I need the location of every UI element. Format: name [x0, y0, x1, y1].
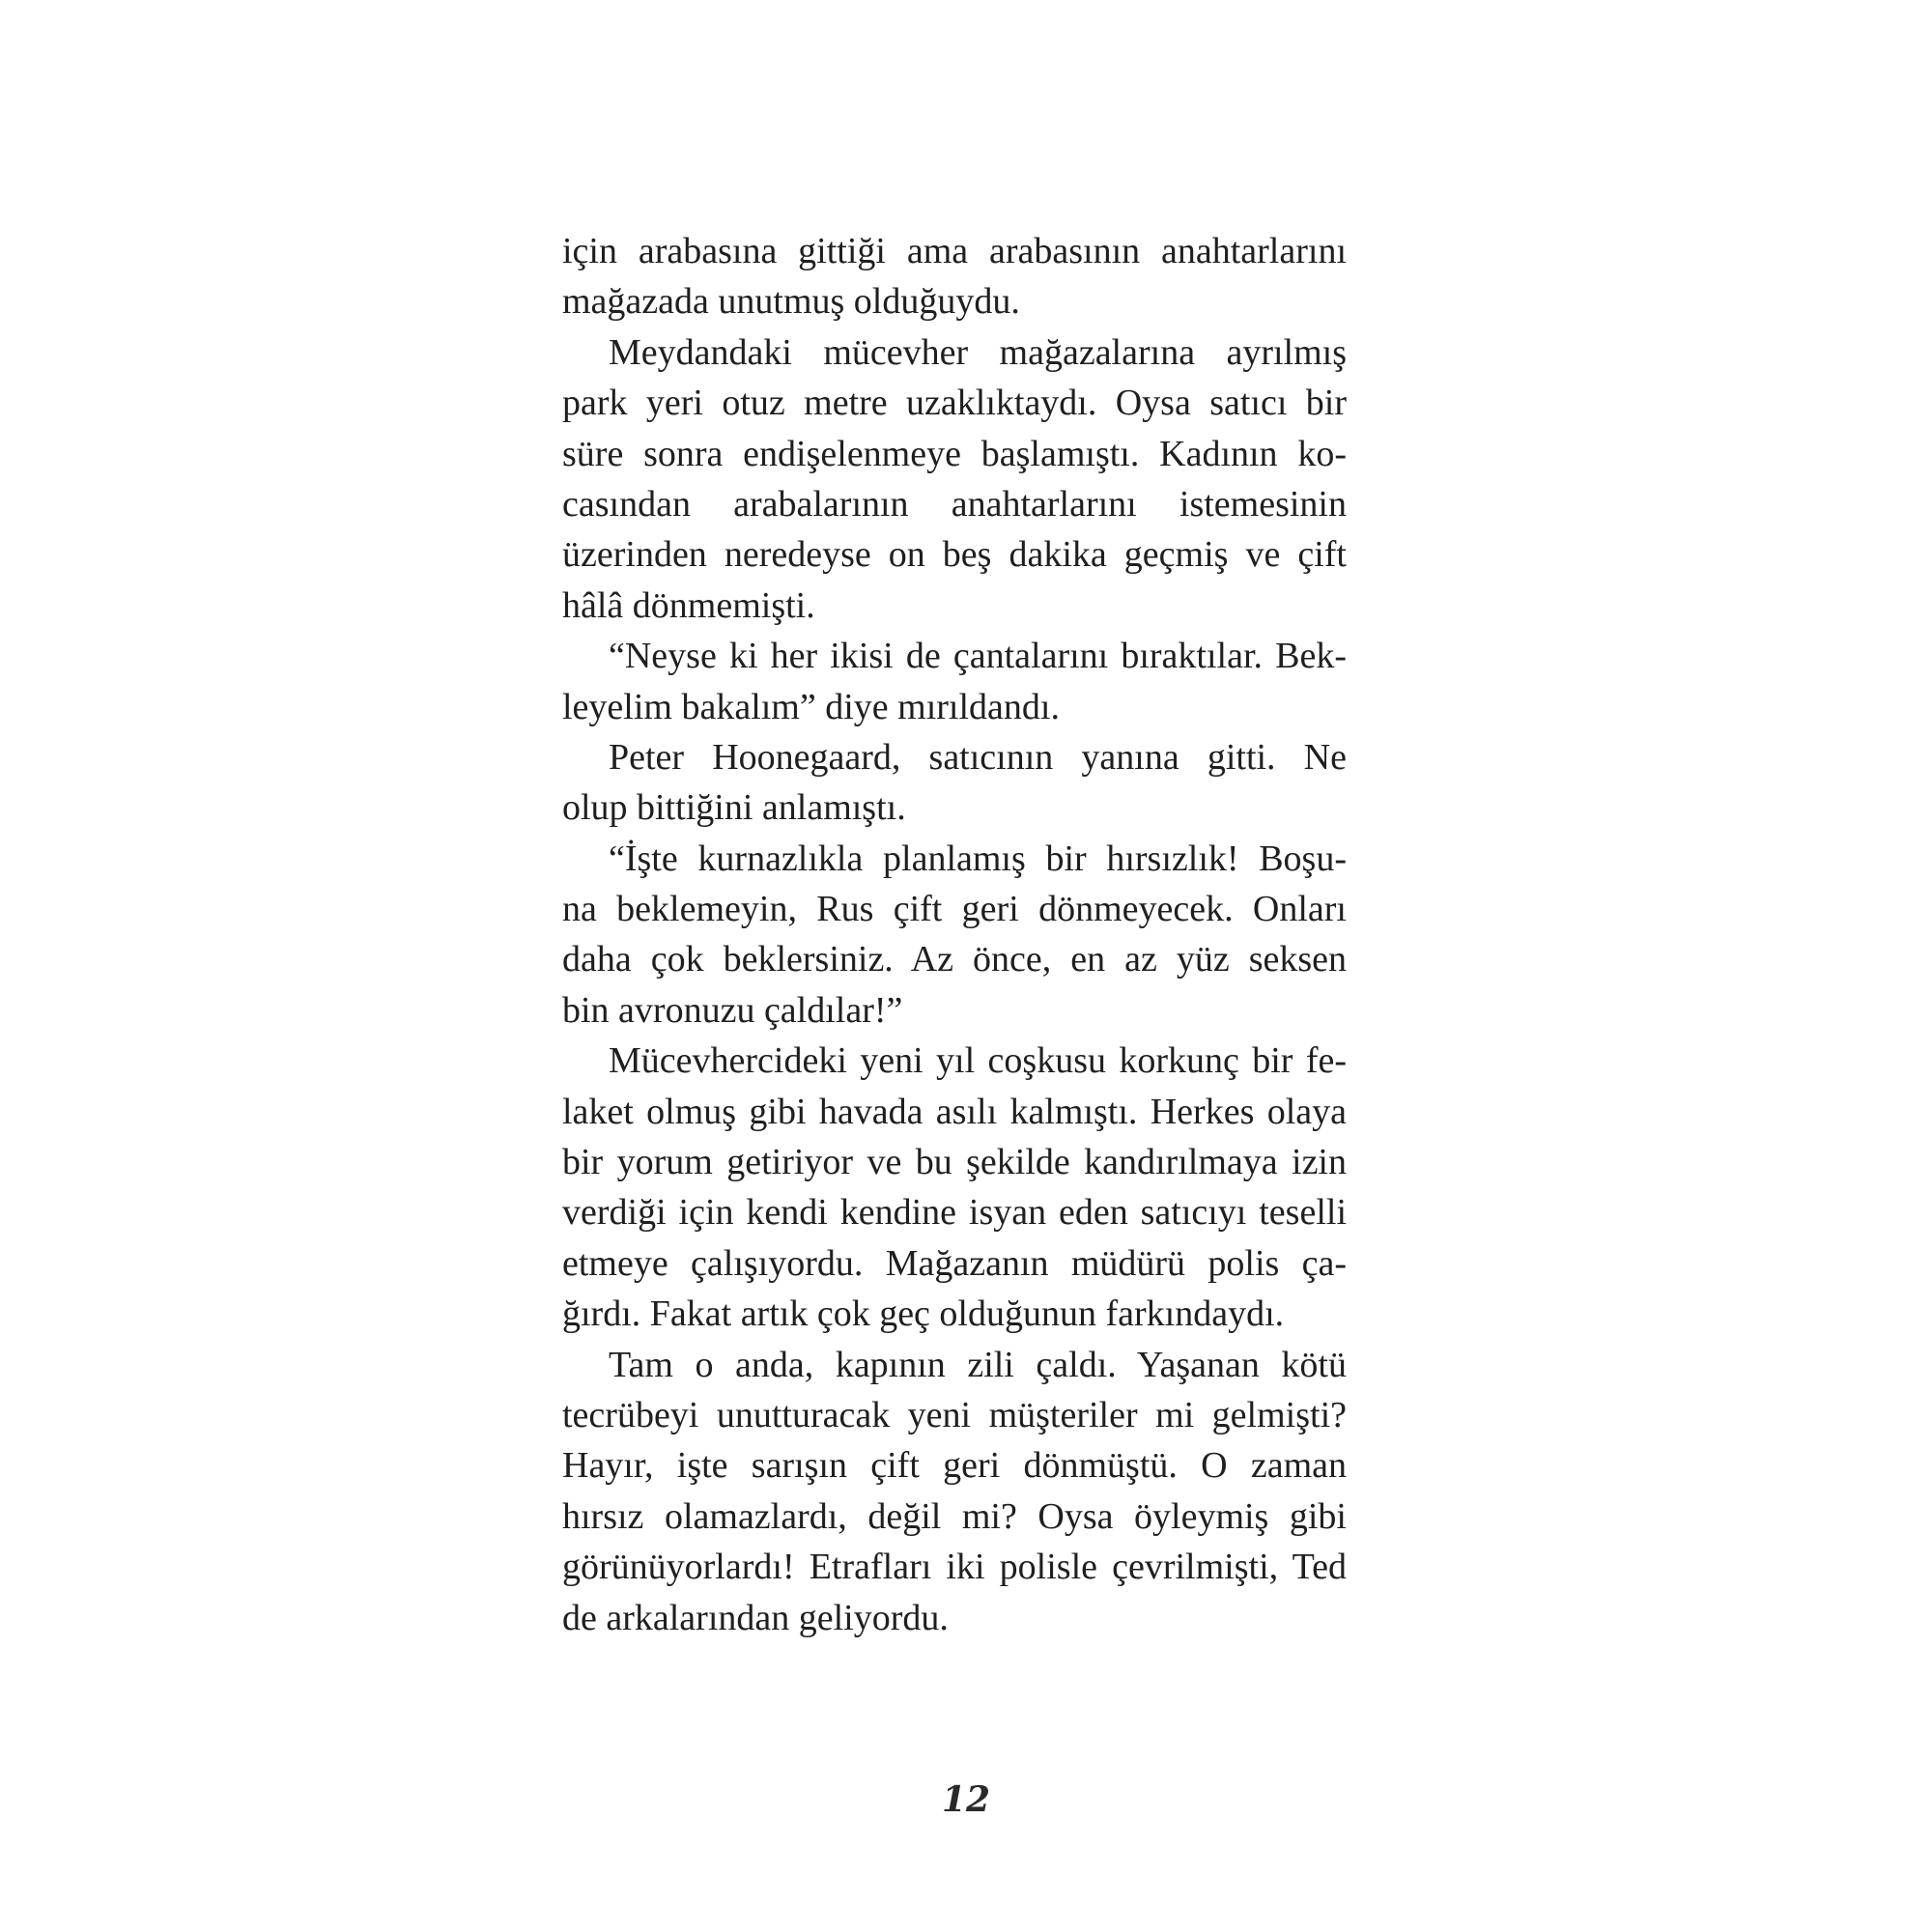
text-line: olup bittiğini anlamıştı.: [562, 787, 906, 829]
text-line: süre sonra endişelenmeye başlamıştı. Kadının ko-: [562, 433, 1347, 474]
text-line: na beklemeyin, Rus çift geri dönmeyecek. Onları: [562, 889, 1347, 930]
text-line: mağazada unutmuş olduğuydu.: [562, 281, 1020, 323]
paragraph: [562, 631, 1347, 732]
paragraph: [562, 327, 1347, 631]
paragraph: [562, 834, 1347, 1037]
text-line: leyelim bakalım” diye mırıldandı.: [562, 686, 1060, 727]
text-line: Tam o anda, kapının zili çaldı. Yaşanan kötü: [609, 1344, 1347, 1385]
text-line: Hayır, işte sarışın çift geri dönmüştü. O zaman: [562, 1445, 1347, 1487]
body-text: [562, 226, 1347, 1643]
paragraph: [562, 226, 1347, 327]
text-line: park yeri otuz metre uzaklıktaydı. Oysa satıcı bir: [562, 383, 1347, 424]
text-line: Peter Hoonegaard, satıcının yanına gitti. Ne: [609, 736, 1347, 778]
text-line: bir yorum getiriyor ve bu şekilde kandırılmaya izin: [562, 1142, 1347, 1183]
text-line: casından arabalarının anahtarlarını istemesinin: [562, 483, 1347, 525]
page-number: 12: [941, 1779, 991, 1820]
text-line: ğırdı. Fakat artık çok geç olduğunun farkındaydı.: [562, 1293, 1285, 1335]
text-line: etmeye çalışıyordu. Mağazanın müdürü polis ça-: [562, 1242, 1347, 1284]
text-line: tecrübeyi unutturacak yeni müşteriler mi gelmişti?: [562, 1394, 1347, 1435]
paragraph: [562, 1036, 1347, 1339]
paragraph: [562, 1340, 1347, 1643]
text-line: Meydandaki mücevher mağazalarına ayrılmış: [609, 331, 1347, 373]
text-line: “Neyse ki her ikisi de çantalarını bıraktılar. Bek-: [609, 636, 1347, 677]
text-line: bin avronuzu çaldılar!”: [562, 989, 903, 1031]
text-line: görünüyorlardı! Etrafları iki polisle çevrilmişti, Ted: [562, 1547, 1347, 1588]
text-line: Mücevhercideki yeni yıl coşkusu korkunç bir fe-: [609, 1040, 1347, 1082]
text-line: de arkalarından geliyordu.: [562, 1597, 949, 1638]
text-line: verdiği için kendi kendine isyan eden satıcıyı teselli: [562, 1192, 1347, 1234]
text-line: daha çok beklersiniz. Az önce, en az yüz seksen: [562, 939, 1347, 980]
text-line: üzerinden neredeyse on beş dakika geçmiş ve çift: [562, 534, 1347, 576]
text-line: “İşte kurnazlıkla planlamış bir hırsızlık! Boşu-: [609, 838, 1347, 879]
paragraph: [562, 732, 1347, 834]
text-line: hâlâ dönmemişti.: [562, 584, 815, 626]
text-line: laket olmuş gibi havada asılı kalmıştı. Herkes olaya: [562, 1091, 1347, 1132]
text-line: için arabasına gittiği ama arabasının anahtarlarını: [562, 231, 1347, 271]
text-line: hırsız olamazlardı, değil mi? Oysa öyleymiş gibi: [562, 1495, 1347, 1537]
